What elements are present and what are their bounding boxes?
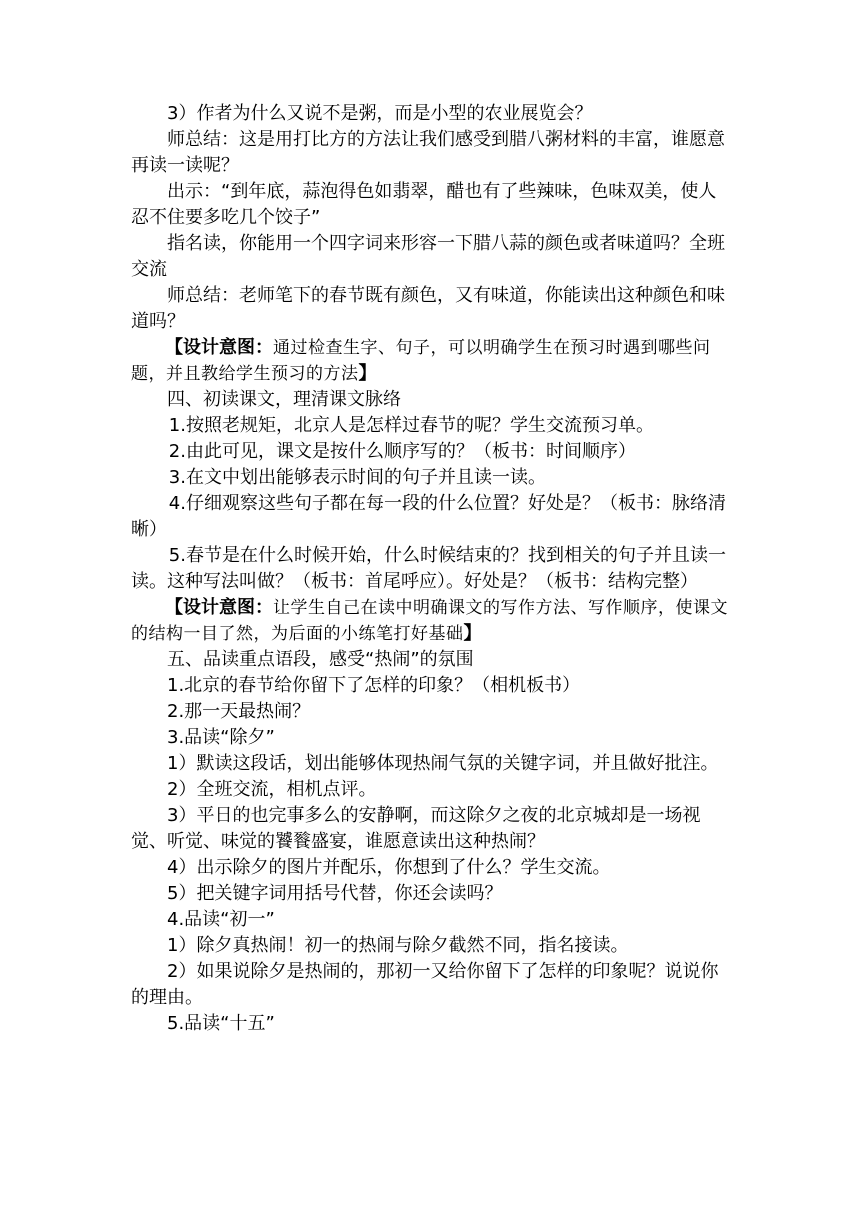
design-intent-label: 【设计意图： — [165, 337, 273, 358]
design-intent-close: 】 — [463, 623, 482, 644]
design-intent-text: 通过检查生字、句子，可以明确学生在预习时遇到哪些问题，并且教给学生预习的方法 — [131, 338, 711, 384]
design-intent-note — [131, 335, 731, 387]
list-item: 1）默读这段话，划出能够体现热闹气氛的关键字词，并且做好批注。 — [167, 753, 719, 774]
section-heading: 五、品读重点语段，感受“热闹”的氛围 — [167, 649, 474, 670]
list-item: 4.品读“初一” — [167, 909, 275, 930]
design-intent-text: 让学生自己在读中明确课文的写作方法、写作顺序，使课文的结构一目了然，为后面的小练笔打好基础 — [131, 598, 728, 644]
list-item: 2.由此可见，课文是按什么顺序写的？（板书：时间顺序） — [168, 441, 636, 462]
list-item: 5.春节是在什么时候开始，什么时候结束的？找到相关的句子并且读一读。这种写法叫做？（板书：首尾呼应）。好处是？（板书：结构完整） — [131, 545, 726, 592]
paragraph: 3）作者为什么又说不是粥，而是小型的农业展览会？ — [167, 103, 593, 124]
list-item: 1.北京的春节给你留下了怎样的印象？（相机板书） — [167, 675, 581, 696]
design-intent-close: 】 — [358, 363, 377, 384]
paragraph: 师总结：这是用打比方的方法让我们感受到腊八粥材料的丰富，谁愿意再读一读呢？ — [131, 129, 725, 176]
list-item: 1）除夕真热闹！初一的热闹与除夕截然不同，指名接读。 — [167, 935, 629, 956]
list-item: 3）平日的也完事多么的安静啊，而这除夕之夜的北京城却是一场视觉、听觉、味觉的饕餮盛宴，谁愿意读出这种热闹？ — [131, 805, 701, 852]
list-item: 2.那一天最热闹？ — [167, 701, 311, 722]
paragraph: 出示：“到年底，蒜泡得色如翡翠，醋也有了些辣味，色味双美，使人忍不住要多吃几个饺子” — [131, 181, 717, 228]
list-item: 2）如果说除夕是热闹的，那初一又给你留下了怎样的印象呢？说说你的理由。 — [131, 961, 719, 1008]
list-item: 3.品读“除夕” — [167, 727, 275, 748]
section-heading: 四、初读课文，理清课文脉络 — [167, 389, 401, 410]
design-intent-label: 【设计意图： — [165, 597, 273, 618]
list-item: 1.按照老规矩，北京人是怎样过春节的呢？学生交流预习单。 — [168, 415, 654, 436]
list-item: 4）出示除夕的图片并配乐，你想到了什么？学生交流。 — [167, 857, 611, 878]
paragraph: 师总结：老师笔下的春节既有颜色，又有味道，你能读出这种颜色和味道吗？ — [131, 285, 725, 332]
document-body — [131, 101, 731, 1037]
list-item: 2）全班交流，相机点评。 — [167, 779, 377, 800]
list-item: 5.品读“十五” — [167, 1013, 275, 1034]
paragraph: 指名读，你能用一个四字词来形容一下腊八蒜的颜色或者味道吗？全班交流 — [131, 233, 725, 280]
list-item: 3.在文中划出能够表示时间的句子并且读一读。 — [168, 467, 546, 488]
list-item: 5）把关键字词用括号代替，你还会读吗？ — [167, 883, 503, 904]
design-intent-note — [131, 595, 731, 647]
list-item: 4.仔细观察这些句子都在每一段的什么位置？好处是？（板书：脉络清晰） — [131, 493, 726, 540]
